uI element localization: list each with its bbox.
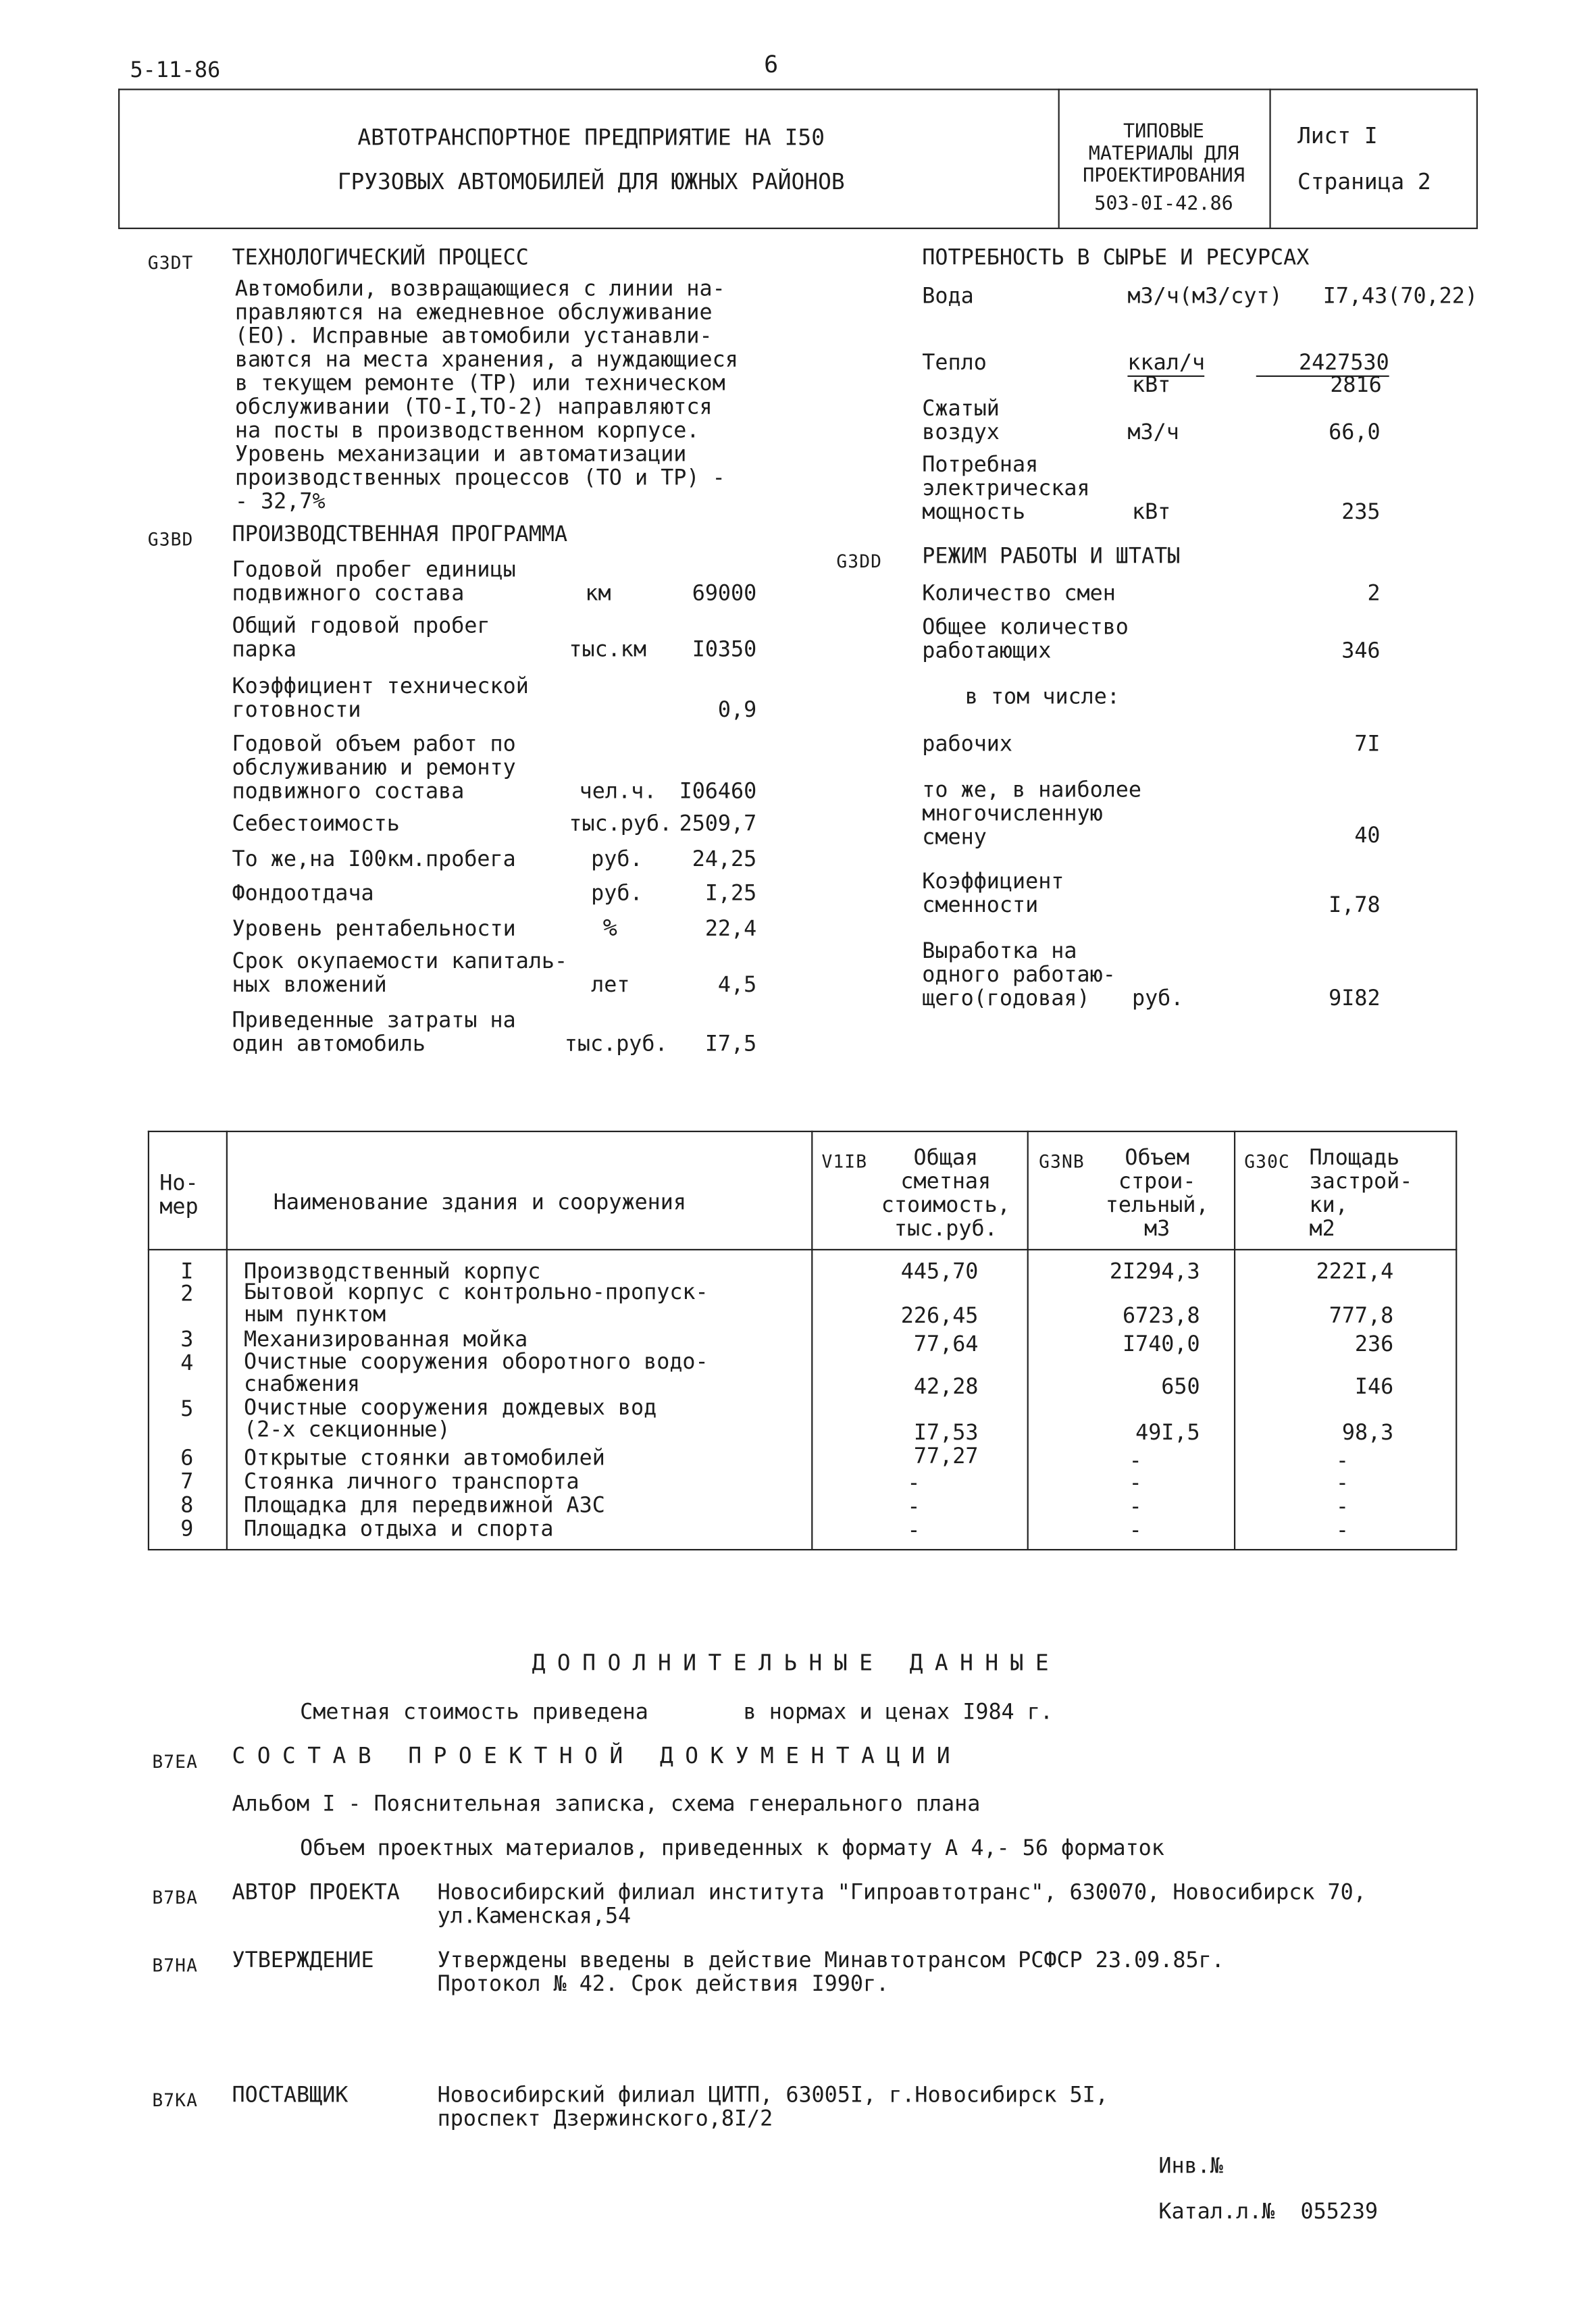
catalog-number: Катал.л.№ 055239: [1158, 2200, 1379, 2225]
program-code: G3BD: [147, 529, 194, 550]
water-label: Вода: [922, 285, 974, 309]
row-number: 5: [180, 1398, 194, 1422]
total-staff-value: 346: [1341, 640, 1381, 664]
shifts-label: Количество смен: [922, 582, 1116, 607]
header-bottom-line: [118, 228, 1478, 229]
program-row-value: I0350: [692, 638, 757, 663]
col-header-cost: Общая сметная стоимость, тыс.руб.: [881, 1146, 1010, 1242]
author-code: B7BA: [152, 1887, 198, 1908]
program-row-label: Срок окупаемости капиталь- ных вложений: [232, 950, 568, 998]
program-row-label: Общий годовой пробег парка: [232, 615, 490, 663]
program-row-unit: тыс.руб.: [569, 813, 673, 837]
program-row-value: 0,9: [717, 698, 757, 723]
program-row-unit: чел.ч.: [579, 780, 657, 805]
composition-code: B7EA: [152, 1751, 198, 1773]
row-name: Открытые стоянки автомобилей: [244, 1447, 605, 1471]
col-header-name: Наименование здания и сооружения: [273, 1191, 686, 1215]
approval-text: Утверждены введены в действие Минавтотрансом РСФСР 23.09.85г. Протокол № 42. Срок действия I990г.: [437, 1949, 1225, 1997]
program-heading: ПРОИЗВОДСТВЕННАЯ ПРОГРАММА: [232, 523, 568, 547]
row-name: Бытовой корпус с контрольно-пропуск- ным пунктом: [244, 1281, 709, 1327]
row-name: Стоянка личного транспорта: [244, 1471, 580, 1495]
power-label: Потребная электрическая мощность: [922, 453, 1090, 525]
header-left-border: [118, 88, 120, 228]
doc-code: 5-11-86: [130, 59, 221, 83]
row-number: 2: [180, 1283, 194, 1307]
water-value: I7,43(70,22): [1322, 285, 1478, 309]
composition-heading: СОСТАВ ПРОЕКТНОЙ ДОКУМЕНТАЦИИ: [232, 1742, 962, 1769]
air-label: Сжатый воздух: [922, 397, 1000, 445]
program-row-value: I7,5: [704, 1033, 757, 1057]
supplier-text: Новосибирский филиал ЦИТП, 63005I, г.Новосибирск 5I, проспект Дзержинского,8I/2: [437, 2084, 1108, 2132]
row-number: 3: [180, 1328, 194, 1352]
program-row-label: Годовой пробег единицы подвижного состава: [232, 559, 516, 607]
header-top-line: [118, 88, 1478, 90]
row-volume: 49I,5: [1135, 1421, 1200, 1446]
program-row-label: Приведенные затраты на один автомобиль: [232, 1009, 516, 1057]
title-line-1: АВТОТРАНСПОРТНОЕ ПРЕДПРИЯТИЕ НА I50: [357, 124, 825, 151]
series-number: 503-0I-42.86: [1094, 193, 1233, 216]
table-col-divider: [1234, 1131, 1235, 1549]
heat-value-bottom: 2816: [1330, 374, 1382, 398]
col-header-area: Площадь застрой- ки, м2: [1309, 1146, 1413, 1242]
row-volume: -: [1129, 1450, 1142, 1474]
workers-label: рабочих: [922, 733, 1012, 757]
row-number: 6: [180, 1447, 194, 1471]
program-row-value: 4,5: [717, 973, 757, 998]
table-right-border: [1456, 1131, 1457, 1549]
staff-code: G3DD: [836, 551, 883, 572]
row-cost: 226,45: [900, 1304, 979, 1329]
row-cost: 42,28: [913, 1375, 979, 1400]
row-area: 236: [1354, 1333, 1394, 1357]
row-name: Очистные сооружения дождевых вод (2-х секционные): [244, 1396, 657, 1443]
row-cost: -: [907, 1519, 921, 1544]
including-label: в том числе:: [964, 686, 1120, 710]
sheet-label: Лист I: [1297, 122, 1378, 149]
output-label: Выработка на одного работаю- щего(годовая): [922, 940, 1116, 1011]
program-row-unit: тыс.руб.: [564, 1033, 668, 1057]
heat-unit-top: ккал/ч: [1127, 352, 1205, 377]
row-name: Механизированная мойка: [244, 1328, 528, 1352]
program-row-value: 24,25: [692, 848, 757, 872]
resources-heading: ПОТРЕБНОСТЬ В СЫРЬЕ И РЕСУРСАХ: [922, 247, 1310, 271]
row-volume: I740,0: [1122, 1333, 1200, 1357]
heat-value-top: 2427530: [1256, 352, 1389, 377]
author-label: АВТОР ПРОЕКТА: [232, 1881, 400, 1906]
row-volume: 2I294,3: [1109, 1261, 1200, 1285]
row-cost: 445,70: [900, 1261, 979, 1285]
shifts-value: 2: [1367, 582, 1381, 607]
cost-note-left: Сметная стоимость приведена: [300, 1701, 648, 1725]
program-row-value: I,25: [704, 882, 757, 907]
cost-note-right: в нормах и ценах I984 г.: [743, 1701, 1053, 1725]
total-staff-label: Общее количество работающих: [922, 616, 1129, 664]
program-row-value: 22,4: [704, 917, 757, 942]
title-line-2: ГРУЗОВЫХ АВТОМОБИЛЕЙ ДЛЯ ЮЖНЫХ РАЙОНОВ: [337, 168, 845, 195]
row-area: 98,3: [1341, 1421, 1394, 1446]
row-cost: 77,64: [913, 1333, 979, 1357]
row-volume: -: [1129, 1472, 1142, 1496]
author-text: Новосибирский филиал института "Гипроавтотранс", 630070, Новосибирск 70, ул.Каменская,54: [437, 1881, 1366, 1929]
col-code-volume: G3NB: [1039, 1151, 1085, 1173]
shift-coef-value: I,78: [1329, 894, 1381, 918]
volume-note: Объем проектных материалов, приведенных к формату А 4,- 56 форматок: [300, 1837, 1164, 1861]
inventory-number: Инв.№: [1158, 2155, 1223, 2179]
row-name: Производственный корпус: [244, 1261, 541, 1285]
row-volume: 650: [1161, 1375, 1200, 1400]
program-row-label: Фондоотдача: [232, 882, 374, 907]
tech-process-text: Автомобили, возвращающиеся с линии на- правляются на ежедневное обслуживание (ЕО). Исправные автомобили устанавли- ваются на места хранения, а нуждающиеся в текущем ремонте (ТР) или техническом обслуживании (ТО-I,ТО-2) направляются на посты в производственном корпусе. Уровень механизации и автоматизации производственных процессов (ТО и ТР) - - 32,7%: [234, 278, 738, 515]
table-header-line: [148, 1249, 1458, 1250]
output-unit: руб.: [1131, 987, 1184, 1011]
program-row-label: Себестоимость: [232, 813, 400, 837]
heat-unit-bottom: кВт: [1131, 374, 1171, 398]
row-volume: -: [1129, 1496, 1142, 1520]
row-cost: I7,53: [913, 1421, 979, 1446]
table-bottom-line: [148, 1549, 1458, 1550]
row-cost: -: [907, 1496, 921, 1520]
program-row-label: То же,на I00км.пробега: [232, 848, 516, 872]
header-divider-2: [1269, 88, 1270, 228]
approval-code: B7HA: [152, 1955, 198, 1977]
tech-process-code: G3DT: [147, 253, 194, 274]
col-code-area: G30C: [1244, 1151, 1290, 1173]
program-row-label: Годовой объем работ по обслуживанию и ремонту подвижного состава: [232, 733, 516, 805]
header-right-border: [1476, 88, 1478, 228]
row-name: Очистные сооружения оборотного водо- снабжения: [244, 1350, 709, 1397]
air-unit: м3/ч: [1127, 421, 1179, 445]
row-area: 222I,4: [1316, 1261, 1394, 1285]
row-area: 777,8: [1329, 1304, 1394, 1329]
col-header-volume: Объем строи- тельный, м3: [1105, 1146, 1209, 1242]
table-col-divider: [226, 1131, 228, 1549]
power-value: 235: [1341, 501, 1381, 525]
approval-label: УТВЕРЖДЕНИЕ: [232, 1949, 374, 1973]
program-row-unit: лет: [591, 973, 630, 998]
heat-label: Тепло: [922, 351, 987, 376]
program-row-unit: руб.: [591, 882, 643, 907]
program-row-unit: %: [602, 913, 617, 942]
row-area: -: [1335, 1496, 1349, 1520]
row-area: -: [1335, 1519, 1349, 1544]
row-volume: -: [1129, 1519, 1142, 1544]
program-row-label: Коэффициент технической готовности: [232, 675, 529, 723]
tech-process-heading: ТЕХНОЛОГИЧЕСКИЙ ПРОЦЕСС: [232, 247, 529, 271]
table-top-line: [148, 1131, 1458, 1132]
series-title: ТИПОВЫЕ МАТЕРИАЛЫ ДЛЯ ПРОЕКТИРОВАНИЯ: [1083, 121, 1245, 188]
row-area: -: [1335, 1450, 1349, 1474]
page-label: Страница 2: [1297, 168, 1431, 195]
page-number: 6: [764, 50, 779, 78]
row-area: -: [1335, 1472, 1349, 1496]
row-number: 7: [180, 1471, 194, 1495]
largest-shift-label: то же, в наиболее многочисленную смену: [922, 779, 1141, 850]
program-row-label: Уровень рентабельности: [232, 917, 516, 942]
water-unit: м3/ч(м3/сут): [1127, 285, 1283, 309]
air-value: 66,0: [1329, 421, 1381, 445]
workers-value: 7I: [1354, 733, 1381, 757]
album-text: Альбом I - Пояснительная записка, схема генерального плана: [232, 1792, 981, 1817]
row-number: 4: [180, 1352, 194, 1376]
output-value: 9I82: [1329, 987, 1381, 1011]
program-row-value: 2509,7: [679, 813, 757, 837]
row-number: 8: [180, 1494, 194, 1519]
staff-heading: РЕЖИМ РАБОТЫ И ШТАТЫ: [922, 545, 1181, 569]
power-unit: кВт: [1131, 501, 1171, 525]
row-area: I46: [1354, 1375, 1394, 1400]
row-number: I: [180, 1261, 194, 1285]
program-row-unit: тыс.км: [569, 638, 646, 663]
shift-coef-label: Коэффициент сменности: [922, 870, 1064, 918]
row-name: Площадка отдыха и спорта: [244, 1518, 554, 1542]
largest-shift-value: 40: [1354, 824, 1381, 848]
row-cost: 77,27: [913, 1445, 979, 1469]
row-name: Площадка для передвижной АЗС: [244, 1494, 605, 1519]
program-row-value: 69000: [692, 582, 757, 607]
table-col-divider: [1027, 1131, 1029, 1549]
program-row-unit: км: [585, 582, 611, 607]
supplier-code: B7KA: [152, 2089, 198, 2111]
additional-heading: ДОПОЛНИТЕЛЬНЫЕ ДАННЫЕ: [532, 1649, 1061, 1677]
col-code-cost: V1IB: [821, 1151, 868, 1173]
row-cost: -: [907, 1472, 921, 1496]
table-col-divider: [811, 1131, 813, 1549]
row-volume: 6723,8: [1122, 1304, 1200, 1329]
row-number: 9: [180, 1518, 194, 1542]
col-header-number: Но- мер: [159, 1172, 199, 1220]
program-row-unit: руб.: [591, 848, 643, 872]
program-row-value: I06460: [679, 780, 757, 805]
supplier-label: ПОСТАВЩИК: [232, 2084, 349, 2108]
